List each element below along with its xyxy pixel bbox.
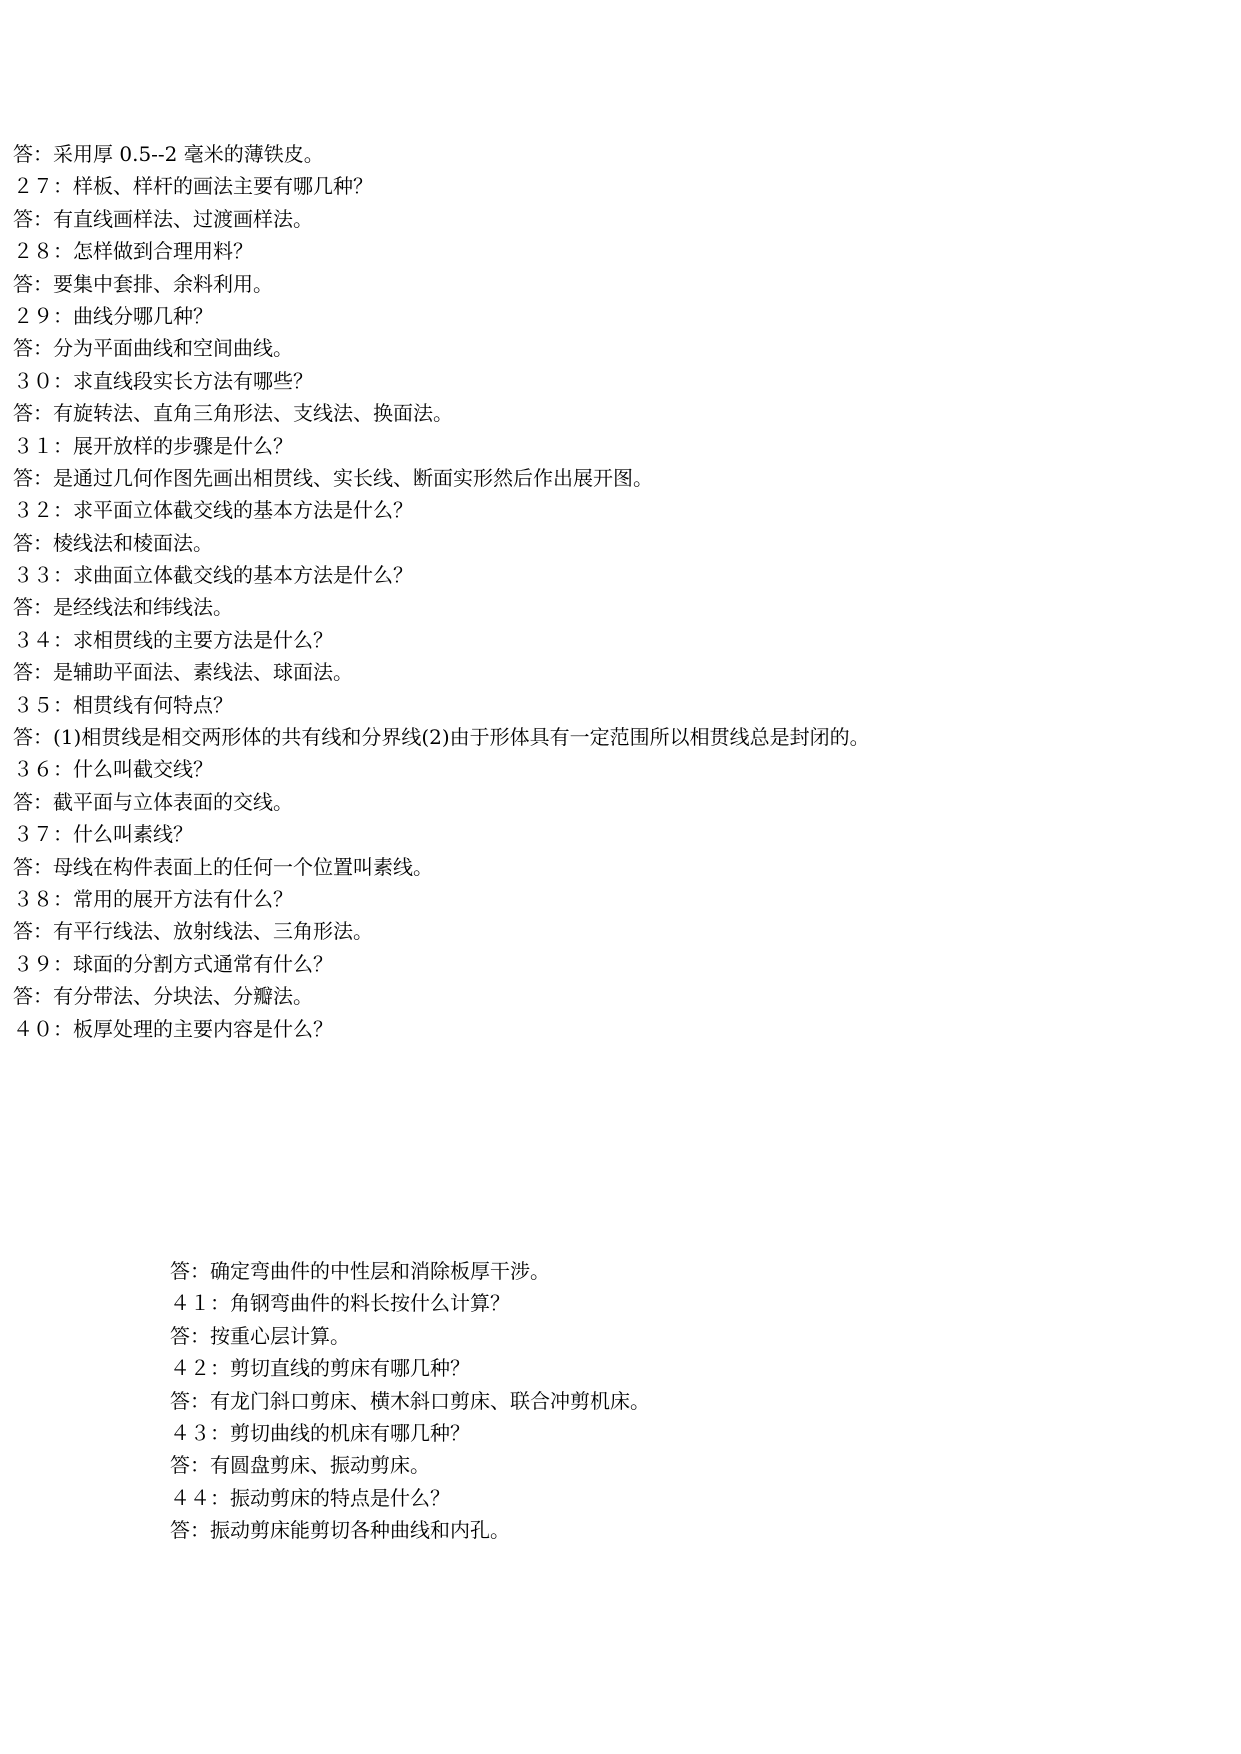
answer-line: 答：按重心层计算。	[170, 1323, 350, 1348]
question-line: ４１：角钢弯曲件的料长按什么计算？	[170, 1291, 510, 1316]
question-line: ３５：相贯线有何特点？	[13, 692, 233, 717]
answer-line: 答：确定弯曲件的中性层和消除板厚干涉。	[170, 1259, 550, 1283]
question-line: ３７：什么叫素线？	[13, 822, 193, 847]
question-line: ２９：曲线分哪几种？	[13, 303, 213, 328]
answer-line: 答：母线在构件表面上的任何一个位置叫素线。	[13, 854, 433, 879]
question-line: ４３：剪切曲线的机床有哪几种？	[170, 1420, 470, 1445]
answer-line: 答：是辅助平面法、素线法、球面法。	[13, 660, 353, 685]
question-line: ２８：怎样做到合理用料？	[13, 239, 253, 264]
question-line: ３０：求直线段实长方法有哪些？	[13, 368, 313, 393]
answer-line: 答：有旋转法、直角三角形法、支线法、换面法。	[13, 401, 453, 426]
question-line: ４２：剪切直线的剪床有哪几种？	[170, 1356, 470, 1381]
answer-line: 答：要集中套排、余料利用。	[13, 271, 273, 296]
answer-line: 答：有龙门斜口剪床、横木斜口剪床、联合冲剪机床。	[170, 1388, 650, 1413]
question-line: ３３：求曲面立体截交线的基本方法是什么？	[13, 563, 413, 588]
answer-line: 答：棱线法和棱面法。	[13, 530, 213, 555]
question-line: ２７：样板、样杆的画法主要有哪几种？	[13, 174, 373, 199]
answer-line: 答：截平面与立体表面的交线。	[13, 789, 293, 814]
answer-line: 答：是经线法和纬线法。	[13, 595, 233, 620]
qa-block-upper	[13, 138, 870, 1045]
question-line: ３９：球面的分割方式通常有什么？	[13, 951, 333, 976]
question-line: ３２：求平面立体截交线的基本方法是什么？	[13, 498, 413, 523]
answer-line: 答：是通过几何作图先画出相贯线、实长线、断面实形然后作出展开图。	[13, 465, 653, 490]
qa-block-lower	[170, 1255, 650, 1547]
answer-line: 答：有圆盘剪床、振动剪床。	[170, 1453, 430, 1478]
answer-line: 答：有平行线法、放射线法、三角形法。	[13, 919, 373, 944]
answer-line: 答：分为平面曲线和空间曲线。	[13, 336, 293, 361]
answer-line: 答：振动剪床能剪切各种曲线和内孔。	[170, 1518, 510, 1543]
question-line: ４４：振动剪床的特点是什么？	[170, 1485, 450, 1510]
answer-line: 答：有分带法、分块法、分瓣法。	[13, 984, 313, 1009]
answer-line: 答：采用厚 0.5--2 毫米的薄铁皮。	[13, 142, 324, 166]
question-line: ３８：常用的展开方法有什么？	[13, 886, 293, 911]
answer-line: 答：有直线画样法、过渡画样法。	[13, 206, 313, 231]
question-line: ４０：板厚处理的主要内容是什么？	[13, 1016, 333, 1041]
question-line: ３４：求相贯线的主要方法是什么？	[13, 627, 333, 652]
question-line: ３６：什么叫截交线？	[13, 757, 213, 782]
answer-line: 答：(1)相贯线是相交两形体的共有线和分界线(2)由于形体具有一定范围所以相贯线总是封闭的。	[13, 725, 870, 750]
question-line: ３１：展开放样的步骤是什么？	[13, 433, 293, 458]
